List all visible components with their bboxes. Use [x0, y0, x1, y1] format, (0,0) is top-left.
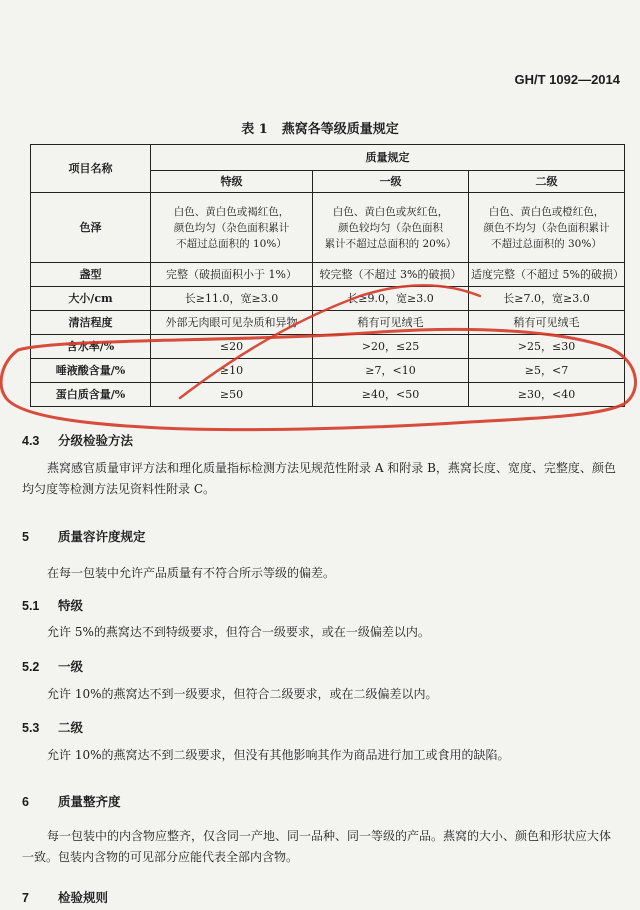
table-cell: 完整（破损面积小于 1%）: [151, 263, 313, 287]
grade-header: 二级: [469, 171, 625, 193]
table-cell: 白色、黄白色或橙红色， 颜色不均匀（杂色面积累计 不超过总面积的 30%）: [469, 193, 625, 263]
section-text-5-3: 允许 10%的燕窝达不到二级要求，但没有其他影响其作为商品进行加工或食用的缺陷。: [47, 748, 510, 762]
table-cell: ≥50: [151, 383, 313, 407]
table-cell: ≥40，<50: [313, 383, 469, 407]
row-label: 清洁程度: [31, 311, 151, 335]
section-title: 一级: [58, 660, 84, 674]
table-cell: ≥10: [151, 359, 313, 383]
section-number: 7: [22, 891, 29, 905]
section-title: 二级: [58, 721, 84, 735]
section-number: 5.2: [22, 660, 40, 674]
table-caption-number: 表 1: [241, 122, 268, 137]
grade-header: 一级: [313, 171, 469, 193]
section-text-6: 每一包装中的内含物应整齐，仅含同一产地、同一品种、同一等级的产品。燕窝的大小、颜色和形状应大体一致。包装内含物的可见部分应能代表全部内含物。: [22, 829, 612, 864]
section-text-4-3: 燕窝感官质量审评方法和理化质量指标检测方法见规范性附录 A 和附录 B，燕窝长度、宽度、完整度、颜色均匀度等检测方法见资料性附录 C。: [22, 461, 616, 496]
section-number: 4.3: [22, 434, 40, 448]
row-label: 大小/cm: [31, 287, 151, 311]
section-title: 检验规则: [58, 891, 109, 905]
table-cell: 稍有可见绒毛: [469, 311, 625, 335]
table-cell: ≥7，<10: [313, 359, 469, 383]
table-cell: 长≥11.0，宽≥3.0: [151, 287, 313, 311]
section-title: 特级: [58, 599, 84, 613]
table-cell: >20，≤25: [313, 335, 469, 359]
table-cell: 长≥9.0，宽≥3.0: [313, 287, 469, 311]
section-text-5: 在每一包装中允许产品质量有不符合所示等级的偏差。: [47, 566, 336, 580]
table-cell: 白色、黄白色或灰红色， 颜色较均匀（杂色面积 累计不超过总面积的 20%）: [313, 193, 469, 263]
section-text-5-2: 允许 10%的燕窝达不到一级要求，但符合二级要求，或在二级偏差以内。: [47, 687, 438, 701]
section-text-5-1: 允许 5%的燕窝达不到特级要求，但符合一级要求，或在一级偏差以内。: [47, 625, 430, 639]
row-label: 唾液酸含量/%: [31, 359, 151, 383]
section-number: 5: [22, 530, 29, 544]
row-label: 蛋白质含量/%: [31, 383, 151, 407]
table-cell: ≥30，<40: [469, 383, 625, 407]
table-cell: ≤20: [151, 335, 313, 359]
section-number: 5.3: [22, 721, 40, 735]
table-cell: 稍有可见绒毛: [313, 311, 469, 335]
table-caption-title: 燕窝各等级质量规定: [281, 122, 399, 137]
table-cell: 适度完整（不超过 5%的破损）: [469, 263, 625, 287]
header-item: 项目名称: [31, 145, 151, 193]
section-number: 5.1: [22, 599, 40, 613]
row-label: 盏型: [31, 263, 151, 287]
marker-swoosh-stroke: [180, 285, 480, 398]
table-cell: 外部无肉眼可见杂质和异物: [151, 311, 313, 335]
section-title: 质量整齐度: [58, 795, 121, 809]
table-cell: 长≥7.0，宽≥3.0: [469, 287, 625, 311]
grade-header: 特级: [151, 171, 313, 193]
header-quality: 质量规定: [151, 145, 625, 171]
section-number: 6: [22, 795, 29, 809]
standard-code: GH/T 1092—2014: [514, 72, 620, 87]
section-title: 分级检验方法: [58, 434, 134, 448]
marker-loop-stroke: [1, 329, 635, 429]
row-label: 色泽: [31, 193, 151, 263]
table-cell: 较完整（不超过 3%的破损）: [313, 263, 469, 287]
section-title: 质量容许度规定: [58, 530, 146, 544]
table-cell: ≥5，<7: [469, 359, 625, 383]
table-cell: 白色、黄白色或褐红色， 颜色均匀（杂色面积累计 不超过总面积的 10%）: [151, 193, 313, 263]
row-label: 含水率/%: [31, 335, 151, 359]
table-cell: >25，≤30: [469, 335, 625, 359]
